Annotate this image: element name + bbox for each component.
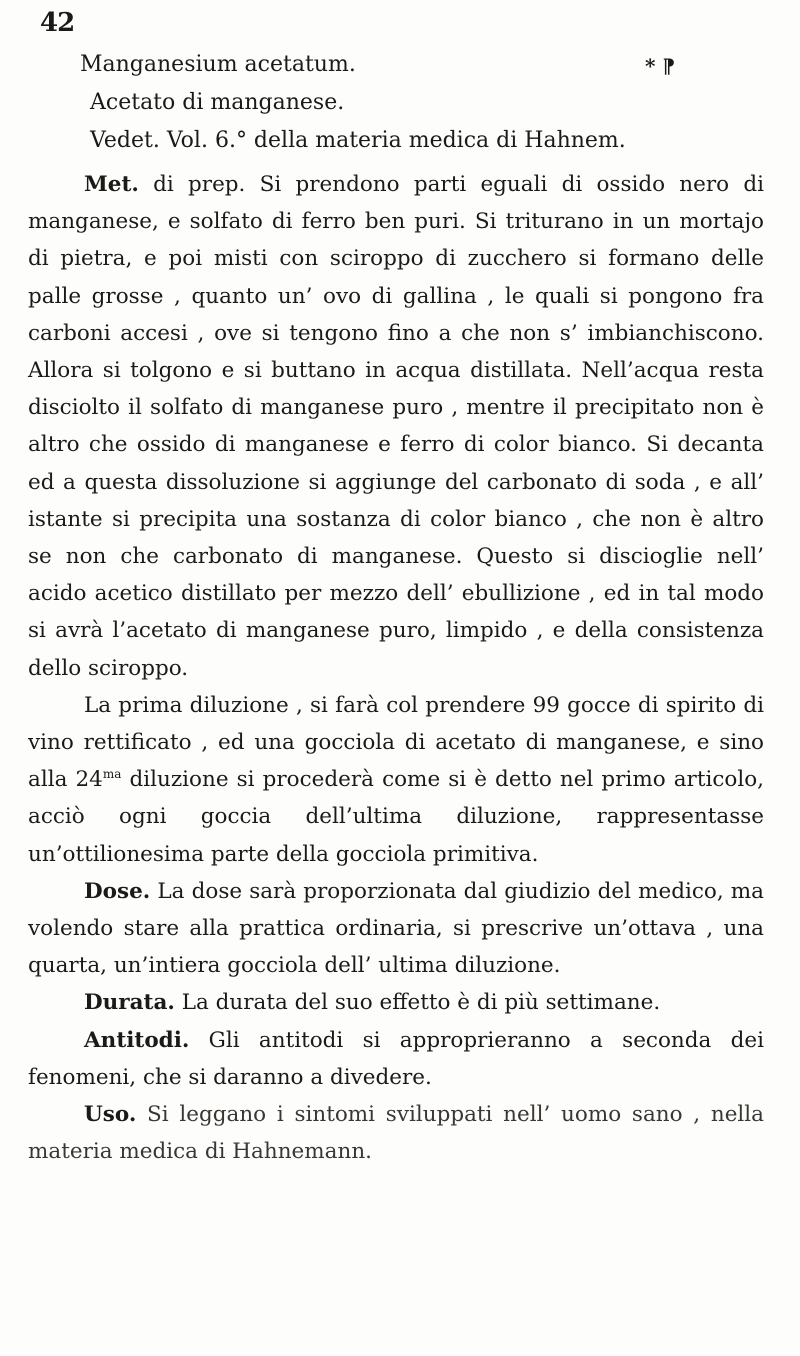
paragraph-text: La dose sarà proporzionata dal giudizio del medico, ma volendo stare alla prattica ordinaria, si prescrive un’ottava , una quarta, un’intiera gocciola dell’ ultima diluzione. xyxy=(28,878,764,979)
entry-body xyxy=(28,166,764,1170)
paragraph-use xyxy=(28,1096,764,1170)
paragraph-text-continued: diluzione si procederà come si è detto nel primo articolo, acciò ogni goccia dell’ultima diluzione, rappresentasse un’ottilionesima parte della gocciola primitiva. xyxy=(28,767,764,867)
paragraph-dilution xyxy=(28,687,764,873)
paragraph-text: di prep. Si prendono parti eguali di ossido nero di manganese, e solfato di ferro ben puri. Si triturano in un mortajo di pietra, e poi misti con sciroppo di zucchero si formano delle palle grosse , quanto un’ ovo di gallina , le quali si pongono fra carboni accesi , ove si tengono fino a che non s’ imbianchiscono. Allora si tolgono e si buttano in acqua distillata. Nell’acqua resta disciolto il solfato di manganese puro , mentre il precipitato non è altro che ossido di manganese e ferro di color bianco. Si decanta ed a questa dissoluzione si aggiunge del carbonato di soda , e all’ istante si precipita una sostanza di color bianco , che non è altro se non che carbonato di manganese. Questo si discioglie nell’ acido acetico distillato per mezzo dell’ ebullizione , ed in tal modo si avrà l’acetato di manganese puro, limpido , e della consistenza dello sciroppo. xyxy=(28,172,764,681)
ordinal-superscript: ma xyxy=(102,767,122,782)
paragraph-lead: Durata. xyxy=(84,990,175,1016)
paragraph-preparation xyxy=(28,166,764,687)
paragraph-lead: Met. xyxy=(84,172,139,197)
entry-reference: Vedet. Vol. 6.° della materia medica di Hahnem. xyxy=(90,128,626,153)
paragraph-lead: Uso. xyxy=(84,1102,137,1128)
entry-title: Manganesium acetatum. xyxy=(80,52,356,77)
paragraph-antidotes xyxy=(28,1022,764,1096)
paragraph-dose xyxy=(28,873,764,985)
paragraph-text: Si leggano i sintomi sviluppati nell’ uomo sano , nella materia medica di Hahnemann. xyxy=(28,1102,764,1165)
paragraph-lead: Dose. xyxy=(84,878,151,904)
paragraph-duration xyxy=(28,984,764,1021)
page-number: 42 xyxy=(40,8,75,38)
paragraph-text: Gli antitodi si approprieranno a seconda dei fenomeni, che si daranno a divedere. xyxy=(28,1027,764,1090)
printer-mark: * ⁋ xyxy=(645,54,676,78)
paragraph-text: La prima diluzione , si farà col prendere 99 gocce di spirito di vino rettificato , ed una gocciola di acetato di manganese, e sino alla 24 xyxy=(28,692,764,793)
paragraph-lead: Antitodi. xyxy=(84,1027,190,1053)
entry-subtitle: Acetato di manganese. xyxy=(90,90,345,115)
entry-heading xyxy=(80,46,760,160)
paragraph-text: La durata del suo effetto è di più settimane. xyxy=(174,990,661,1016)
